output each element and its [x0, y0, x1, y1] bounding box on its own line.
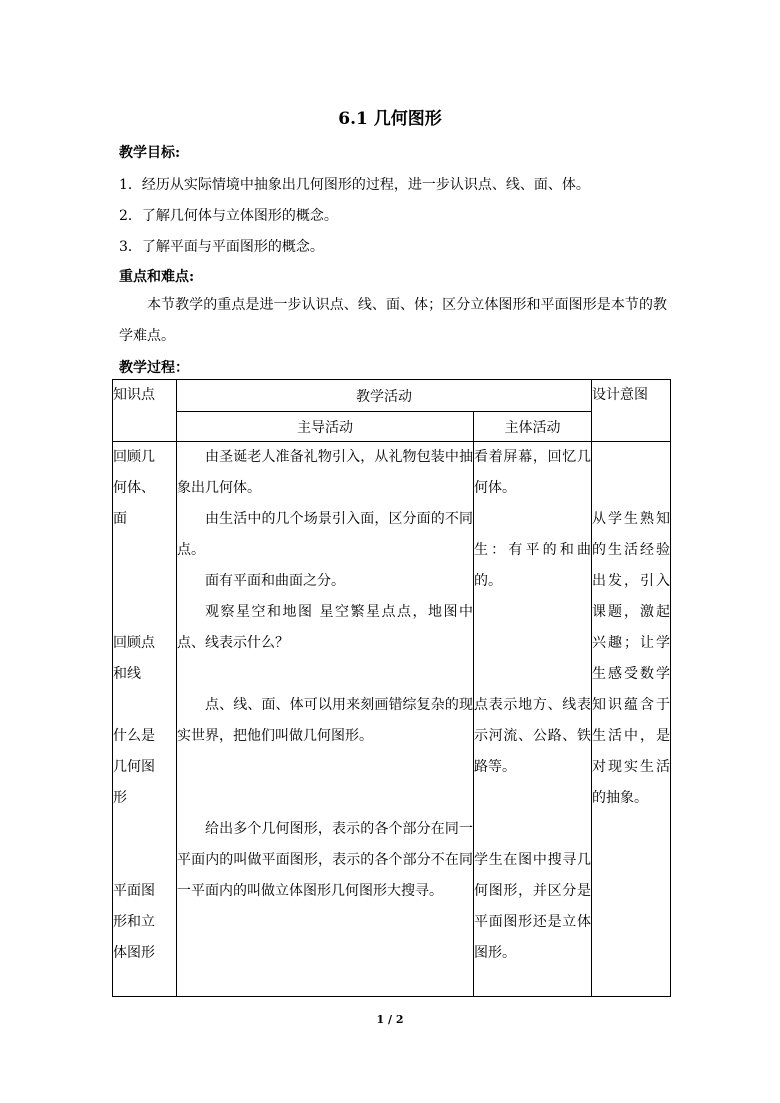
- main-paragraph: 看着屏幕，回忆几何体。: [474, 449, 591, 496]
- main-paragraph: 生：有平的和曲的。: [474, 542, 591, 589]
- objective-item: 1．经历从实际情境中抽象出几何图形的过程，进一步认识点、线、面、体。: [119, 177, 590, 193]
- leading-paragraph: 点、线、面、体可以用来刻画错综复杂的现实世界，把他们叫做几何图形。: [177, 697, 473, 744]
- leading-paragraph: 给出多个几何图形，表示的各个部分在同一平面内的叫做平面图形，表示的各个部分不在同一平面内的叫做立体图形几何图形大搜寻。: [177, 821, 473, 899]
- objective-item: 3．了解平面与平面图形的概念。: [119, 239, 324, 255]
- main-paragraph: 点表示地方、线表示河流、公路、铁路等。: [474, 697, 591, 775]
- knowledge-line: 什么是: [113, 728, 155, 744]
- process-heading: 教学过程：: [119, 360, 189, 376]
- knowledge-line: 回顾点: [113, 635, 155, 651]
- design-intent-cell: [592, 442, 671, 997]
- main-activities-cell: [474, 442, 592, 997]
- header-activities: 教学活动: [177, 380, 592, 412]
- knowledge-line: 形: [113, 790, 127, 806]
- key-points-heading: 重点和难点:: [119, 269, 195, 285]
- intent-paragraph: 从学生熟知的生活经验出发，引入课题，激起兴趣；让学生感受数学知识蕴含于生活中，是对现实生活的抽象。: [592, 511, 670, 806]
- knowledge-line: 几何图: [113, 759, 155, 775]
- knowledge-line: 体图形: [113, 945, 155, 961]
- knowledge-line: 形和立: [113, 914, 155, 930]
- key-points-text: 本节教学的重点是进一步认识点、线、面、体；区分立体图形和平面图形是本节的教学难点。: [119, 297, 667, 344]
- knowledge-line: 回顾几: [113, 449, 155, 465]
- main-paragraph: 学生在图中搜寻几何图形，并区分是平面图形还是立体图形。: [474, 852, 591, 961]
- leading-paragraph: 面有平面和曲面之分。: [205, 573, 345, 589]
- objectives-heading: 教学目标:: [119, 145, 181, 161]
- knowledge-line: 和线: [113, 666, 141, 682]
- leading-paragraph: 由生活中的几个场景引入面，区分面的不同点。: [177, 511, 473, 558]
- header-intent: 设计意图: [592, 380, 671, 442]
- header-main: 主体活动: [474, 412, 592, 442]
- knowledge-line: 平面图: [113, 883, 155, 899]
- knowledge-cell: [113, 442, 177, 997]
- page-title: 6.1 几何图形: [338, 109, 442, 129]
- objective-item: 2．了解几何体与立体图形的概念。: [119, 208, 338, 224]
- leading-paragraph: 观察星空和地图 星空繁星点点，地图中点、线表示什么？: [177, 604, 473, 651]
- knowledge-line: 何体、: [113, 480, 155, 496]
- leading-paragraph: 由圣诞老人准备礼物引入，从礼物包装中抽象出几何体。: [177, 449, 473, 496]
- page-number: 1 / 2: [376, 1013, 404, 1026]
- header-leading: 主导活动: [177, 412, 474, 442]
- teaching-process-table: [112, 379, 671, 997]
- leading-activities-cell: [177, 442, 474, 997]
- knowledge-line: 面: [113, 511, 127, 527]
- header-knowledge: 知识点: [113, 380, 177, 442]
